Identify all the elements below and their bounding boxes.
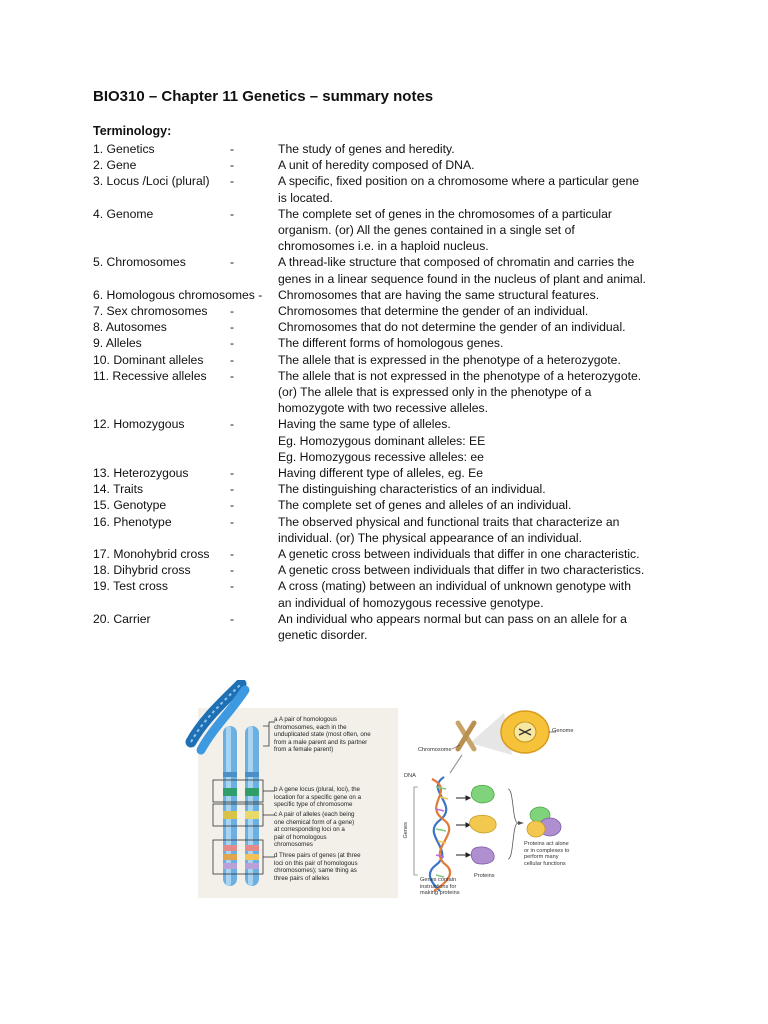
term-definition-line: chromosomes i.e. in a haploid nucleus. [278,239,489,254]
caption-line: from a male parent and its partner [274,738,368,746]
terminology-list [93,141,693,643]
term-row [93,287,693,303]
genome-label: Genome [552,728,574,734]
genome-illustration [400,705,590,905]
term-definition-line: A specific, fixed position on a chromosome where a particular gene [278,174,640,189]
chromosome-x-icon [458,723,474,749]
dna-label: DNA [404,773,416,779]
term-row [93,611,693,643]
term-dash: - [230,368,235,383]
term-definition-line: organism. (or) All the genes contained in a single set of [278,223,575,238]
term-definition [278,352,683,368]
term-row [93,303,693,319]
term-row [93,546,693,562]
term-row [93,254,693,286]
proteins-caption [524,841,569,867]
caption-line: making proteins [420,890,460,897]
caption-line: b A gene locus (plural, loci), the [274,786,360,793]
term-definition [278,578,683,610]
caption-line: from a female parent) [274,746,334,754]
callout-lines [213,722,275,874]
caption-line: chromosomes); same thing as [274,867,357,875]
term-definition-line: homozygote with two recessive alleles. [278,401,488,416]
term-definition-line: A unit of heredity composed of DNA. [278,158,475,173]
term-definition [278,319,683,335]
caption-line: or in complexes to [524,847,570,854]
term-dash: - [230,417,235,432]
term-name: 19. Test cross [93,579,168,594]
callout-d-text [274,852,402,882]
caption-line: unduplicated state (most often, one [274,731,371,739]
term-name: 7. Sex chromosomes [93,304,208,319]
term-definition [278,173,683,205]
term-definition-line: is located. [278,190,333,205]
caption-line: Proteins act alone [524,841,569,847]
term-name: 18. Dihybrid cross [93,563,191,578]
term-definition-line: genes in a linear sequence found in the nucleus of plant and animal. [278,271,646,286]
term-definition-line: The allele that is not expressed in the phenotype of a heterozygote. [278,368,642,383]
term-row [93,578,693,610]
caption-line: c A pair of alleles (each being [274,811,355,818]
section-heading-terminology: Terminology: [93,124,172,138]
term-name: 16. Phenotype [93,514,172,529]
term-definition-line: Chromosomes that determine the gender of an individual. [278,304,589,319]
caption-line: loci on this pair of homologous [274,859,358,867]
term-definition-line: An individual who appears normal but can pass on an allele for a [278,611,627,626]
caption-line: specific type of chromosome [274,801,353,809]
term-definition [278,497,683,513]
term-row [93,206,693,255]
term-definition-line: A genetic cross between individuals that differ in two characteristics. [278,563,645,578]
term-dash: - [230,482,235,497]
term-name: 1. Genetics [93,142,155,156]
term-dash: - [230,174,235,189]
term-row [93,319,693,335]
term-definition-line: The allele that is expressed in the phenotype of a heterozygote. [278,352,621,367]
caption-line: Genes contain [420,877,457,883]
term-definition-line: The observed physical and functional traits that characterize an [278,514,620,529]
term-row [93,352,693,368]
term-dash: - [230,304,235,319]
term-row [93,481,693,497]
term-definition [278,514,683,546]
dna-helix-icon [430,777,450,891]
term-definition-line: A cross (mating) between an individual of unknown genotype with [278,579,631,594]
term-dash: - [230,255,235,270]
term-definition [278,416,683,465]
term-definition-line: Eg. Homozygous dominant alleles: EE [278,433,486,448]
protein-yellow-icon [469,815,496,833]
term-definition [278,481,683,497]
term-definition-line: individual. (or) The physical appearance of an individual. [278,530,582,545]
term-name: 11. Recessive alleles [93,368,207,383]
term-definition-line: A thread-like structure that composed of chromatin and carries the [278,255,635,270]
term-row [93,157,693,173]
term-definition-line: The different forms of homologous genes. [278,336,504,351]
term-definition [278,611,683,643]
chromosome-label: Chromosome [418,747,452,753]
caption-line: chromosomes, each in the [274,723,347,731]
gene-to-protein-arrows [456,796,470,857]
caption-line: instructions for [420,883,457,890]
term-definition [278,335,683,351]
term-dash: - [230,352,235,367]
term-name: 4. Genome [93,206,154,221]
caption-line: a A pair of homologous [274,716,337,723]
caption-line: at corresponding loci on a [274,826,345,834]
term-row [93,465,693,481]
term-dash: - [230,206,235,221]
caption-line: cellular functions [524,860,566,867]
term-dash: - [230,563,235,578]
protein-purple-icon [471,847,494,864]
term-name: 20. Carrier [93,611,151,626]
term-dash: - [230,466,235,481]
term-name: 5. Chromosomes [93,255,186,270]
term-definition-line: A genetic cross between individuals that differ in one characteristic. [278,547,640,562]
term-row [93,141,693,157]
term-definition [278,157,683,173]
term-definition-line: The study of genes and heredity. [278,142,455,156]
term-name: 12. Homozygous [93,417,185,432]
term-definition-line: Chromosomes that do not determine the gender of an individual. [278,320,626,335]
term-definition-line: Chromosomes that are having the same structural features. [278,287,600,302]
term-dash: - [230,158,235,173]
term-row [93,368,693,417]
term-name: 6. Homologous chromosomes - [93,287,263,302]
term-name: 17. Monohybrid cross [93,547,210,562]
term-definition [278,465,683,481]
caption-line: three pairs of alleles [274,874,330,882]
callout-a-text [274,716,402,754]
term-name: 15. Genotype [93,498,167,513]
term-dash: - [230,611,235,626]
term-definition-line: an individual of homozygous recessive genotype. [278,595,544,610]
figure-genome-pathway [400,705,590,905]
term-dash: - [230,336,235,351]
term-name: 9. Alleles [93,336,142,351]
term-definition-line: The complete set of genes in the chromosomes of a particular [278,206,612,221]
term-dash: - [230,514,235,529]
term-definition [278,141,683,157]
term-row [93,173,693,205]
term-row [93,416,693,465]
term-definition [278,206,683,255]
term-definition-line: The complete set of genes and alleles of an individual. [278,498,572,513]
term-dash: - [230,498,235,513]
term-definition [278,368,683,417]
callout-b-text [274,786,402,809]
caption-line: d Three pairs of genes (at three [274,852,361,859]
term-name: 3. Locus /Loci (plural) [93,174,210,189]
page-title: BIO310 – Chapter 11 Genetics – summary notes [93,88,434,105]
protein-complex-icon [527,807,561,837]
term-definition-line: Having the same type of alleles. [278,417,451,432]
term-definition [278,287,683,303]
term-definition-line: Eg. Homozygous recessive alleles: ee [278,449,484,464]
caption-line: chromosomes [274,841,313,849]
term-row [93,514,693,546]
caption-line: perform many [524,854,559,861]
term-name: 13. Heterozygous [93,466,189,481]
callout-c-text [274,811,402,849]
protein-green-icon [471,785,494,803]
term-definition [278,562,683,578]
caption-line: pair of homologous [274,833,327,841]
term-definition [278,546,683,562]
term-name: 8. Autosomes [93,320,167,335]
term-row [93,562,693,578]
term-name: 2. Gene [93,158,137,173]
genes-label: Genes [402,822,409,839]
term-dash: - [230,579,235,594]
genes-caption [420,877,460,897]
caption-line: location for a specific gene on a [274,793,362,801]
term-definition-line: Having different type of alleles, eg. Ee [278,466,484,481]
term-name: 14. Traits [93,482,144,497]
term-dash: - [230,547,235,562]
term-row [93,335,693,351]
term-definition [278,303,683,319]
term-definition [278,254,683,286]
term-name: 10. Dominant alleles [93,352,204,367]
term-dash [230,287,278,303]
term-dash: - [230,320,235,335]
chromosome-pair [223,726,259,886]
caption-line: one chemical form of a gene) [274,818,355,826]
term-row [93,497,693,513]
proteins-label: Proteins [474,873,495,879]
term-definition-line: The distinguishing characteristics of an individual. [278,482,546,497]
term-dash: - [230,142,235,156]
term-definition-line: genetic disorder. [278,628,368,643]
term-definition-line: (or) The allele that is expressed only in the phenotype of a [278,385,592,400]
